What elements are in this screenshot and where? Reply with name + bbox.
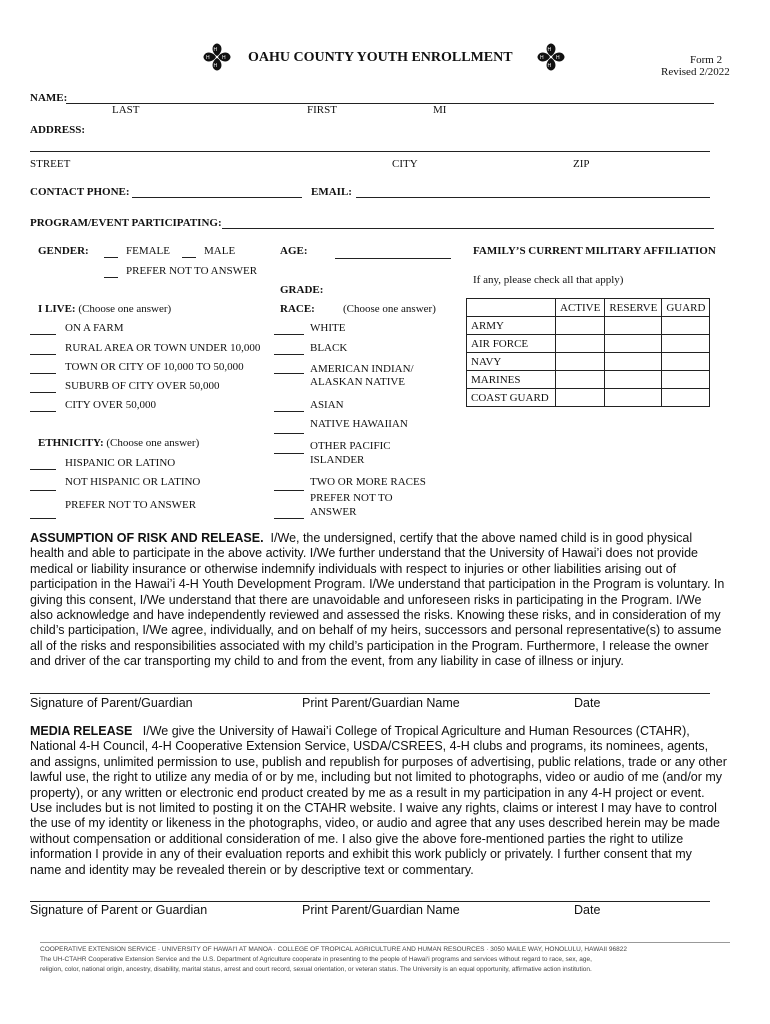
- city-caption: CITY: [392, 158, 418, 170]
- address-label: ADDRESS:: [30, 124, 86, 136]
- name-field[interactable]: [66, 103, 714, 104]
- email-label: EMAIL:: [311, 186, 352, 198]
- military-checkbox-cell[interactable]: [662, 371, 710, 389]
- live-option-label: SUBURB OF CITY OVER 50,000: [65, 380, 220, 392]
- footer: [40, 945, 730, 975]
- military-checkbox-cell[interactable]: [605, 371, 662, 389]
- race-option-label: NATIVE HAWAIIAN: [310, 418, 408, 430]
- race-option-checkbox[interactable]: [274, 453, 304, 454]
- military-row-label: COAST GUARD: [467, 389, 556, 407]
- zip-caption: ZIP: [573, 158, 590, 170]
- svg-text:H: H: [556, 55, 560, 61]
- risk-line: all of the risks and responsibilities associated with my child’s participation in the Program. Furthermore, I release the owner: [30, 638, 709, 653]
- race-option-label: OTHER PACIFIC: [310, 440, 391, 452]
- media-line: without compensation or additional consideration of me. I also give the above fore-mentioned parties the right to utilize: [30, 831, 684, 846]
- military-row-label: NAVY: [467, 353, 556, 371]
- svg-text:H: H: [213, 63, 218, 69]
- footer-line: The UH-CTAHR Cooperative Extension Service and the U.S. Department of Agriculture cooperate in presenting to the people of Hawai‘i programs and services without regard to race, sex, age,: [40, 956, 592, 963]
- military-col-reserve: RESERVE: [605, 299, 662, 317]
- military-checkbox-cell[interactable]: [605, 335, 662, 353]
- military-checkbox-cell[interactable]: [605, 389, 662, 407]
- signature-parent-caption: Signature of Parent/Guardian: [30, 696, 193, 710]
- military-checkbox-cell[interactable]: [605, 317, 662, 335]
- 4h-clover-right-icon: [536, 42, 566, 72]
- risk-line: also acknowledge and have independently reviewed and assessed the risks. Knowing these risks, and in consideration of my: [30, 608, 721, 623]
- media-heading: MEDIA RELEASE: [30, 724, 133, 738]
- military-checkbox-cell[interactable]: [662, 317, 710, 335]
- live-option-checkbox[interactable]: [30, 373, 56, 374]
- race-option-label-cont: ANSWER: [310, 506, 357, 518]
- live-label: I LIVE:: [38, 303, 76, 315]
- live-option-label: RURAL AREA OR TOWN UNDER 10,000: [65, 342, 261, 354]
- media-line: the use of my identity or likeness in the photographs, video, or audio and agree that any uses described herein may be made: [30, 816, 721, 831]
- ethnicity-hint: (Choose one answer): [106, 437, 200, 449]
- email-field[interactable]: [356, 197, 710, 198]
- military-row-label: MARINES: [467, 371, 556, 389]
- svg-text:H: H: [213, 47, 218, 53]
- military-checkbox-cell[interactable]: [662, 353, 710, 371]
- military-checkbox-cell[interactable]: [662, 335, 710, 353]
- media-line: property), or any written or electronic end product created by me as a result in my participation in any 4-H project or event.: [30, 785, 705, 800]
- military-checkbox-cell[interactable]: [556, 317, 605, 335]
- media-line: and assigns, unlimited permission to use, publish and republish for purposes of advertising, public relations, trade or any other: [30, 754, 727, 769]
- ethnicity-option-label: NOT HISPANIC OR LATINO: [65, 476, 201, 488]
- race-option-label: WHITE: [310, 322, 346, 334]
- live-option-label: ON A FARM: [65, 322, 124, 334]
- contact-phone-label: CONTACT PHONE:: [30, 186, 130, 198]
- race-option-checkbox[interactable]: [274, 354, 304, 355]
- mi-caption: MI: [433, 104, 447, 116]
- date-caption: Date: [574, 903, 601, 917]
- footer-line: religion, color, national origin, ancestry, disability, marital status, arrest and court record, sexual orientation, or veteran status. The University is an equal opportunity, affirmative action institution.: [40, 966, 592, 973]
- footer-line: COOPERATIVE EXTENSION SERVICE · UNIVERSITY OF HAWAI‘I AT MANOA · COLLEGE OF TROPICAL AGRICULTURE AND HUMAN RESOURCES · 3050 MAILE WAY, HONOLULU, HAWAII 96822: [40, 946, 627, 953]
- name-label: NAME:: [30, 92, 68, 104]
- signature-line-1[interactable]: [30, 693, 710, 694]
- risk-line: [30, 531, 740, 546]
- live-option-checkbox[interactable]: [30, 334, 56, 335]
- age-label: AGE:: [280, 245, 308, 257]
- military-checkbox-cell[interactable]: [556, 371, 605, 389]
- program-label: PROGRAM/EVENT PARTICIPATING:: [30, 217, 222, 229]
- date-caption: Date: [574, 696, 601, 710]
- ethnicity-heading: [38, 437, 199, 449]
- military-checkbox-cell[interactable]: [662, 389, 710, 407]
- race-option-label: PREFER NOT TO: [310, 492, 393, 504]
- address-field[interactable]: [30, 151, 710, 152]
- live-option-checkbox[interactable]: [30, 354, 56, 355]
- live-option-label: CITY OVER 50,000: [65, 399, 156, 411]
- risk-line: child’s participation, I/We agree, individually, and on behalf of my heirs, successors and personal representative(s) to assume: [30, 623, 722, 638]
- race-label: RACE:: [280, 303, 315, 315]
- gender-label: GENDER:: [38, 245, 89, 257]
- race-option-checkbox[interactable]: [274, 433, 304, 434]
- military-title: FAMILY’S CURRENT MILITARY AFFILIATION: [473, 245, 716, 257]
- military-row-label: AIR FORCE: [467, 335, 556, 353]
- live-option-checkbox[interactable]: [30, 392, 56, 393]
- risk-line: and driver of the car transporting my child to and from the event, from any liability in case of illness or injury.: [30, 654, 624, 669]
- media-line: National 4-H Council, 4-H Cooperative Extension Service, USDA/CSREES, 4-H clubs and programs, its nominees, agents,: [30, 739, 709, 754]
- svg-text:H: H: [222, 55, 226, 61]
- revised-date: Revised 2/2022: [661, 66, 730, 78]
- footer-rule: [40, 942, 730, 943]
- gender-male-checkbox[interactable]: [182, 257, 196, 258]
- street-caption: STREET: [30, 158, 71, 170]
- live-option-label: TOWN OR CITY OF 10,000 TO 50,000: [65, 361, 244, 373]
- military-table: [466, 298, 710, 407]
- live-option-checkbox[interactable]: [30, 411, 56, 412]
- race-option-label: ASIAN: [310, 399, 344, 411]
- grade-label: GRADE:: [280, 284, 324, 296]
- print-name-caption: Print Parent/Guardian Name: [302, 903, 460, 917]
- race-option-label-cont: ISLANDER: [310, 454, 365, 466]
- last-name-caption: LAST: [112, 104, 140, 116]
- risk-paragraph: [30, 531, 740, 670]
- live-heading: [38, 303, 171, 315]
- gender-female-label: FEMALE: [126, 245, 170, 257]
- military-checkbox-cell[interactable]: [556, 335, 605, 353]
- signature-line-2[interactable]: [30, 901, 710, 902]
- gender-male-label: MALE: [204, 245, 236, 257]
- race-option-label: BLACK: [310, 342, 348, 354]
- media-line: Use includes but is not limited to posting it on the CTAHR website. I waive any rights, claims or interest I may have to control: [30, 801, 717, 816]
- military-checkbox-cell[interactable]: [605, 353, 662, 371]
- media-line: lawful use, the right to utilize any media of or by me, including but not limited to photographs, video or audio of me (and/or my: [30, 770, 723, 785]
- gender-female-checkbox[interactable]: [104, 257, 118, 258]
- race-option-label: AMERICAN INDIAN/: [310, 363, 414, 375]
- race-hint: (Choose one answer): [343, 303, 436, 315]
- risk-line: giving this consent, I/We understand that there are unavoidable and unforeseen risks in participating in the Program. I/We: [30, 592, 702, 607]
- race-option-checkbox[interactable]: [274, 373, 304, 374]
- contact-phone-field[interactable]: [132, 197, 302, 198]
- ethnicity-option-label: HISPANIC OR LATINO: [65, 457, 176, 469]
- svg-text:H: H: [540, 55, 544, 61]
- media-line-text: I/We give the University of Hawai’i College of Tropical Agriculture and Human Resources (CTAHR),: [142, 724, 690, 738]
- military-corner-cell: [467, 299, 556, 317]
- form-title: OAHU COUNTY YOUTH ENROLLMENT: [248, 50, 513, 65]
- race-option-label: TWO OR MORE RACES: [310, 476, 426, 488]
- military-row-label: ARMY: [467, 317, 556, 335]
- signature-parent-caption: Signature of Parent or Guardian: [30, 903, 208, 917]
- race-option-checkbox[interactable]: [274, 334, 304, 335]
- program-field[interactable]: [222, 228, 714, 229]
- military-col-guard: GUARD: [662, 299, 710, 317]
- risk-line-text: I/We, the undersigned, certify that the above named child is in good physical: [270, 531, 693, 545]
- gender-prefer-checkbox[interactable]: [104, 277, 118, 278]
- gender-prefer-label: PREFER NOT TO ANSWER: [126, 265, 258, 277]
- print-name-caption: Print Parent/Guardian Name: [302, 696, 460, 710]
- ethnicity-label: ETHNICITY:: [38, 437, 104, 449]
- live-hint: (Choose one answer): [78, 303, 172, 315]
- risk-line: participation in the Hawai’i 4-H Youth Development Program. I/We understand that participation in the Program is voluntary. In: [30, 577, 725, 592]
- race-option-checkbox[interactable]: [274, 518, 304, 519]
- military-checkbox-cell[interactable]: [556, 353, 605, 371]
- media-line: information I provide in any of their evaluation reports and exhibit this work publicly or privately. I further consent that my: [30, 847, 692, 862]
- ethnicity-option-checkbox[interactable]: [30, 490, 56, 491]
- risk-line: medical or liability insurance or otherwise indemnify individuals with respect to injuries or other liabilities arising out of: [30, 561, 677, 576]
- ethnicity-option-checkbox[interactable]: [30, 469, 56, 470]
- ethnicity-option-checkbox[interactable]: [30, 518, 56, 519]
- risk-line: health and able to participate in the above activity. I/We further understand that the University of Hawai’i does not provide: [30, 546, 698, 561]
- ethnicity-option-label: PREFER NOT TO ANSWER: [65, 499, 197, 511]
- race-option-checkbox[interactable]: [274, 411, 304, 412]
- risk-heading: ASSUMPTION OF RISK AND RELEASE.: [30, 531, 264, 545]
- race-option-checkbox[interactable]: [274, 490, 304, 491]
- 4h-clover-left-icon: [202, 42, 232, 72]
- media-paragraph: [30, 724, 740, 878]
- military-hint: If any, please check all that apply): [473, 274, 624, 286]
- media-line: [30, 724, 740, 739]
- svg-text:H: H: [547, 63, 552, 69]
- first-name-caption: FIRST: [307, 104, 337, 116]
- military-checkbox-cell[interactable]: [556, 389, 605, 407]
- svg-text:H: H: [206, 55, 210, 61]
- race-option-label-cont: ALASKAN NATIVE: [310, 376, 406, 388]
- media-line: name and identity may be revealed therein or by descriptive text or commentary.: [30, 862, 474, 877]
- military-col-active: ACTIVE: [556, 299, 605, 317]
- svg-text:H: H: [547, 47, 552, 53]
- age-field[interactable]: [335, 258, 451, 259]
- form-number: Form 2: [690, 54, 723, 66]
